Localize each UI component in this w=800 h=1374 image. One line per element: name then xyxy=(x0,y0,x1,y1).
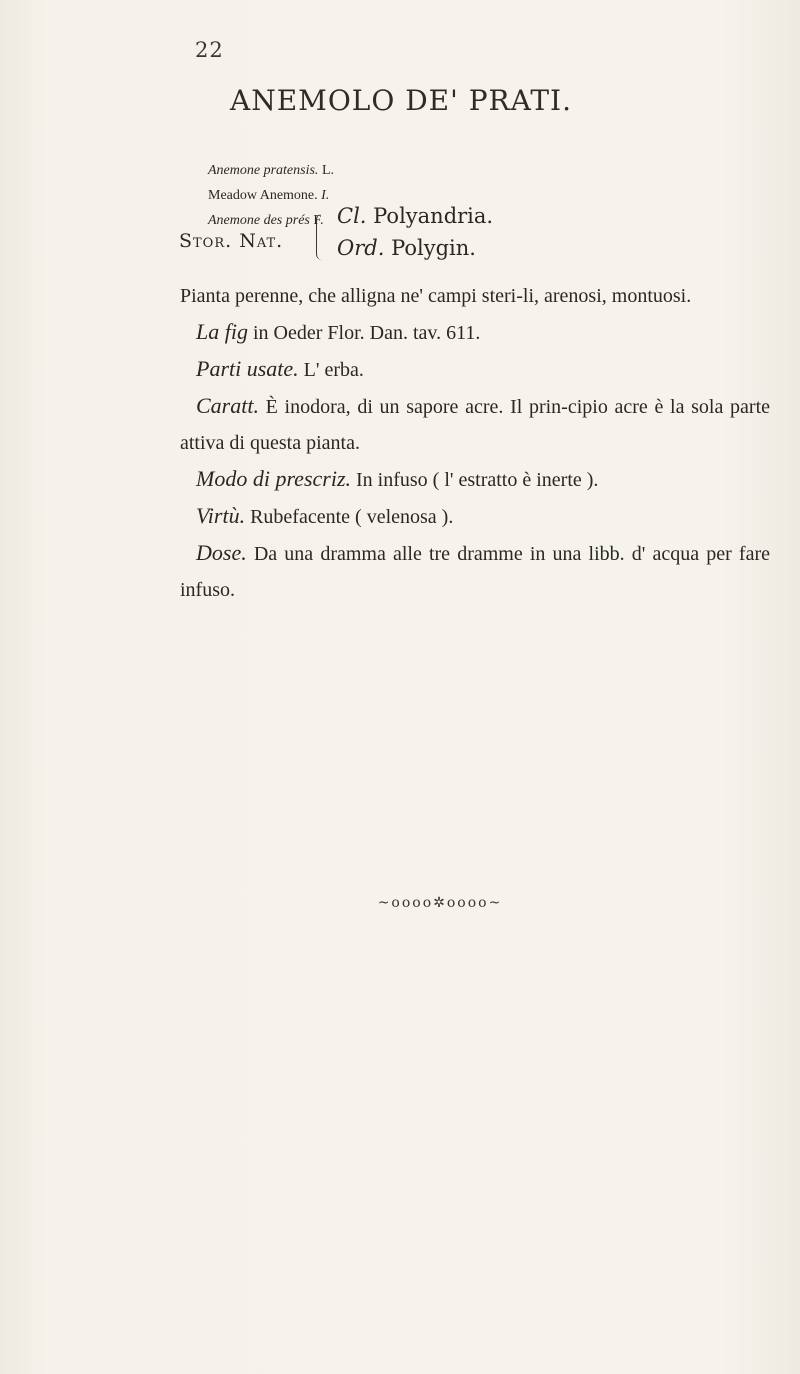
synonym-suffix: L. xyxy=(321,163,334,178)
paragraph-text: in Oeder Flor. Dan. tav. 611. xyxy=(252,322,481,344)
synonym-suffix: F. xyxy=(313,213,324,228)
entry-title: ANEMOLO DE' PRATI. xyxy=(230,84,572,117)
class-line xyxy=(337,204,493,228)
dose-paragraph xyxy=(180,535,770,608)
paragraph-head: La fig xyxy=(196,319,248,344)
entry-body xyxy=(180,278,770,608)
paragraph-head: Virtù. xyxy=(196,503,246,528)
paragraph-head: Modo di prescriz. xyxy=(196,466,352,491)
order-head: Ord. xyxy=(337,236,385,260)
parts-paragraph xyxy=(180,351,770,388)
class-head: Cl. xyxy=(337,204,367,228)
paragraph-head: Caratt. xyxy=(196,393,259,418)
virtue-paragraph xyxy=(180,498,770,535)
classification-block xyxy=(179,204,579,266)
order-value: Polygin. xyxy=(391,236,476,260)
class-value: Polyandria. xyxy=(373,204,494,228)
prescription-paragraph xyxy=(180,461,770,498)
paragraph-text: Da una dramma alle tre dramme in una libb. d' acqua per fare infuso. xyxy=(180,543,771,601)
characters-paragraph xyxy=(180,388,770,461)
paragraph-head: Parti usate. xyxy=(196,356,299,381)
stor-nat-label: Stor. Nat. xyxy=(179,230,284,252)
tailpiece-ornament: ~oooo✲oooo~ xyxy=(377,895,503,911)
brace-icon xyxy=(316,214,323,260)
paragraph-text: L' erba. xyxy=(303,359,364,381)
synonym-suffix: I. xyxy=(321,188,330,203)
paragraph-text: È inodora, di un sapore acre. Il prin-cipio acre è la sola parte attiva di questa pianta. xyxy=(180,396,771,454)
order-line xyxy=(337,236,476,260)
paragraph-head: Dose. xyxy=(196,540,247,565)
synonym-name: Meadow Anemone. xyxy=(208,188,318,203)
paragraph-text: In infuso ( l' estratto è inerte ). xyxy=(356,469,599,491)
paragraph-text: Pianta perenne, che alligna ne' campi steri-li, arenosi, montuosi. xyxy=(180,285,692,307)
synonym-name: Anemone pratensis. xyxy=(208,163,319,178)
paragraph-text: Rubefacente ( velenosa ). xyxy=(250,506,454,528)
synonym-latin xyxy=(208,158,334,183)
figure-paragraph xyxy=(180,314,770,351)
synonym-name: Anemone des prés xyxy=(208,213,310,228)
description-paragraph xyxy=(180,278,770,314)
page-number: 22 xyxy=(195,38,224,62)
